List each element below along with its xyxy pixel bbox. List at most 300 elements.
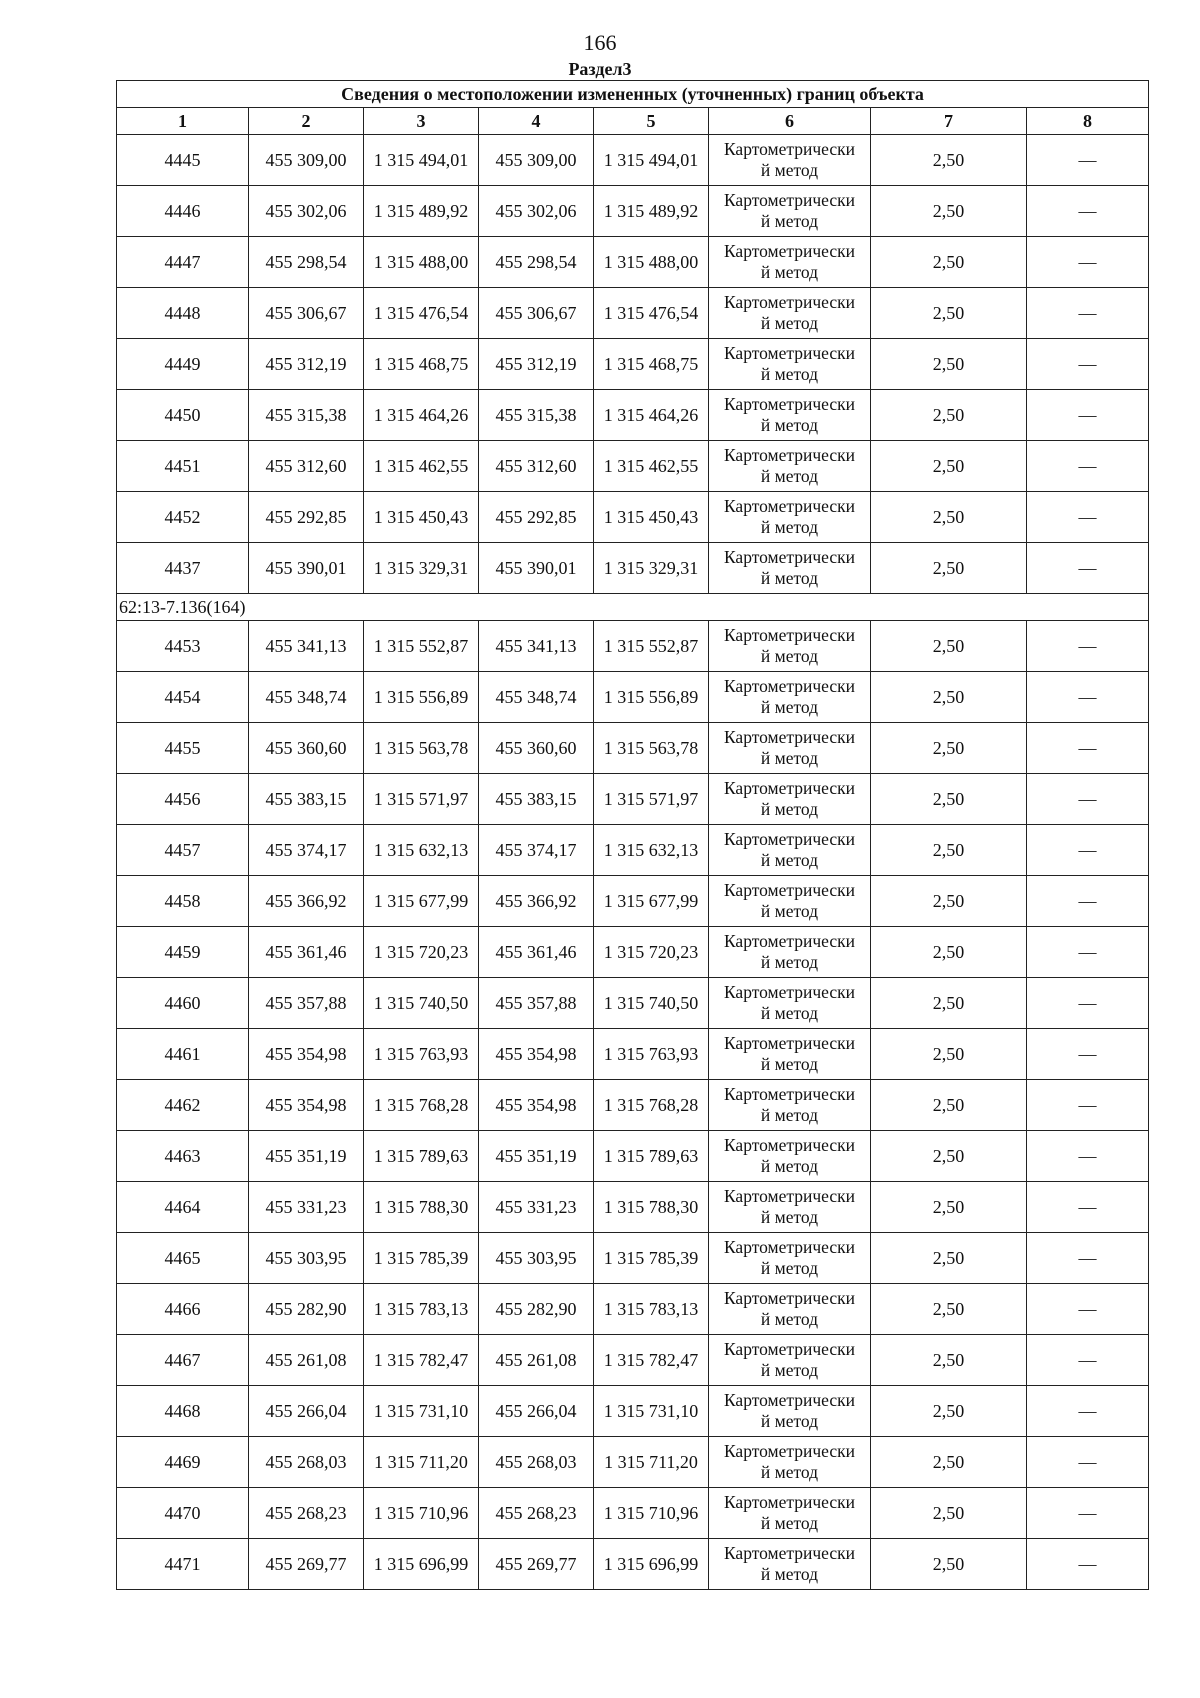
- y-existing-cell: 1 315 488,00: [364, 237, 479, 288]
- x-existing-cell: 455 302,06: [249, 186, 364, 237]
- method-text-line: й метод: [760, 415, 819, 435]
- point-number-cell: 4451: [117, 441, 249, 492]
- point-number-cell: 4458: [117, 876, 249, 927]
- point-number-cell: 4460: [117, 978, 249, 1029]
- point-number-cell: 4470: [117, 1488, 249, 1539]
- x-new-cell: 455 351,19: [479, 1131, 594, 1182]
- y-new-cell: 1 315 563,78: [594, 723, 709, 774]
- x-new-cell: 455 390,01: [479, 543, 594, 594]
- x-existing-cell: 455 354,98: [249, 1080, 364, 1131]
- description-cell: —: [1027, 876, 1149, 927]
- x-existing-cell: 455 306,67: [249, 288, 364, 339]
- x-existing-cell: 455 303,95: [249, 1233, 364, 1284]
- description-cell: —: [1027, 1437, 1149, 1488]
- table-row: [117, 723, 1149, 774]
- table-row: [117, 1335, 1149, 1386]
- column-number-2: 2: [249, 108, 364, 135]
- method-cell: [709, 543, 871, 594]
- y-existing-cell: 1 315 788,30: [364, 1182, 479, 1233]
- table-row: [117, 492, 1149, 543]
- y-existing-cell: 1 315 782,47: [364, 1335, 479, 1386]
- description-cell: —: [1027, 1233, 1149, 1284]
- x-existing-cell: 455 331,23: [249, 1182, 364, 1233]
- description-cell: —: [1027, 1080, 1149, 1131]
- method-cell: [709, 135, 871, 186]
- y-new-cell: 1 315 731,10: [594, 1386, 709, 1437]
- table-caption: Сведения о местоположении измененных (уточненных) границ объекта: [117, 81, 1149, 108]
- accuracy-cell: 2,50: [871, 927, 1027, 978]
- group-label: 62:13-7.136(164): [117, 594, 1149, 621]
- method-cell: [709, 621, 871, 672]
- accuracy-cell: 2,50: [871, 441, 1027, 492]
- point-number-cell: 4456: [117, 774, 249, 825]
- x-existing-cell: 455 266,04: [249, 1386, 364, 1437]
- point-number-cell: 4468: [117, 1386, 249, 1437]
- x-new-cell: 455 302,06: [479, 186, 594, 237]
- x-new-cell: 455 374,17: [479, 825, 594, 876]
- section-title: Раздел3: [568, 59, 632, 79]
- method-text-line: й метод: [760, 952, 819, 972]
- y-existing-cell: 1 315 763,93: [364, 1029, 479, 1080]
- x-new-cell: 455 341,13: [479, 621, 594, 672]
- method-text-line: Картометрически: [723, 829, 856, 849]
- table-row: [117, 237, 1149, 288]
- x-new-cell: 455 348,74: [479, 672, 594, 723]
- point-number-cell: 4463: [117, 1131, 249, 1182]
- method-text-line: й метод: [760, 160, 819, 180]
- column-number-row: [117, 108, 1149, 135]
- x-existing-cell: 455 261,08: [249, 1335, 364, 1386]
- y-new-cell: 1 315 710,96: [594, 1488, 709, 1539]
- description-cell: —: [1027, 1182, 1149, 1233]
- accuracy-cell: 2,50: [871, 825, 1027, 876]
- method-cell: [709, 723, 871, 774]
- method-text-line: Картометрически: [723, 139, 856, 159]
- y-new-cell: 1 315 677,99: [594, 876, 709, 927]
- x-new-cell: 455 261,08: [479, 1335, 594, 1386]
- column-number-1: 1: [117, 108, 249, 135]
- y-existing-cell: 1 315 710,96: [364, 1488, 479, 1539]
- accuracy-cell: 2,50: [871, 723, 1027, 774]
- x-existing-cell: 455 309,00: [249, 135, 364, 186]
- y-existing-cell: 1 315 329,31: [364, 543, 479, 594]
- y-existing-cell: 1 315 768,28: [364, 1080, 479, 1131]
- method-cell: [709, 1437, 871, 1488]
- y-existing-cell: 1 315 731,10: [364, 1386, 479, 1437]
- method-text-line: й метод: [760, 1411, 819, 1431]
- y-new-cell: 1 315 476,54: [594, 288, 709, 339]
- x-new-cell: 455 312,60: [479, 441, 594, 492]
- y-new-cell: 1 315 788,30: [594, 1182, 709, 1233]
- table-row: [117, 876, 1149, 927]
- method-cell: [709, 339, 871, 390]
- method-text-line: Картометрически: [723, 190, 856, 210]
- point-number-cell: 4466: [117, 1284, 249, 1335]
- column-number-7: 7: [871, 108, 1027, 135]
- table-row: [117, 339, 1149, 390]
- method-text-line: Картометрически: [723, 931, 856, 951]
- x-existing-cell: 455 268,03: [249, 1437, 364, 1488]
- point-number-cell: 4453: [117, 621, 249, 672]
- point-number-cell: 4457: [117, 825, 249, 876]
- method-text-line: Картометрически: [723, 676, 856, 696]
- description-cell: —: [1027, 339, 1149, 390]
- y-new-cell: 1 315 494,01: [594, 135, 709, 186]
- method-text-line: й метод: [760, 1462, 819, 1482]
- x-existing-cell: 455 390,01: [249, 543, 364, 594]
- x-existing-cell: 455 268,23: [249, 1488, 364, 1539]
- method-cell: [709, 1386, 871, 1437]
- y-new-cell: 1 315 462,55: [594, 441, 709, 492]
- x-new-cell: 455 360,60: [479, 723, 594, 774]
- point-number-cell: 4462: [117, 1080, 249, 1131]
- point-number-cell: 4449: [117, 339, 249, 390]
- coordinates-table: [116, 80, 1149, 1590]
- method-text-line: Картометрически: [723, 343, 856, 363]
- table-row: [117, 1182, 1149, 1233]
- table-row: [117, 774, 1149, 825]
- method-text-line: й метод: [760, 1054, 819, 1074]
- accuracy-cell: 2,50: [871, 672, 1027, 723]
- table-row: [117, 978, 1149, 1029]
- x-new-cell: 455 315,38: [479, 390, 594, 441]
- accuracy-cell: 2,50: [871, 1182, 1027, 1233]
- table-row: [117, 825, 1149, 876]
- column-number-6: 6: [709, 108, 871, 135]
- method-text-line: й метод: [760, 850, 819, 870]
- accuracy-cell: 2,50: [871, 1080, 1027, 1131]
- y-existing-cell: 1 315 783,13: [364, 1284, 479, 1335]
- accuracy-cell: 2,50: [871, 1029, 1027, 1080]
- table-row: [117, 672, 1149, 723]
- method-text-line: Картометрически: [723, 1441, 856, 1461]
- x-new-cell: 455 292,85: [479, 492, 594, 543]
- description-cell: —: [1027, 1386, 1149, 1437]
- method-cell: [709, 237, 871, 288]
- table-row: [117, 1080, 1149, 1131]
- method-cell: [709, 978, 871, 1029]
- accuracy-cell: 2,50: [871, 186, 1027, 237]
- accuracy-cell: 2,50: [871, 1233, 1027, 1284]
- method-cell: [709, 441, 871, 492]
- y-new-cell: 1 315 556,89: [594, 672, 709, 723]
- description-cell: —: [1027, 672, 1149, 723]
- method-text-line: Картометрически: [723, 778, 856, 798]
- method-text-line: й метод: [760, 517, 819, 537]
- point-number-cell: 4450: [117, 390, 249, 441]
- y-new-cell: 1 315 488,00: [594, 237, 709, 288]
- table-row: [117, 1488, 1149, 1539]
- description-cell: —: [1027, 237, 1149, 288]
- point-number-cell: 4465: [117, 1233, 249, 1284]
- x-existing-cell: 455 374,17: [249, 825, 364, 876]
- y-existing-cell: 1 315 494,01: [364, 135, 479, 186]
- method-text-line: Картометрически: [723, 1186, 856, 1206]
- method-cell: [709, 1539, 871, 1590]
- method-text-line: Картометрически: [723, 1543, 856, 1563]
- accuracy-cell: 2,50: [871, 1386, 1027, 1437]
- accuracy-cell: 2,50: [871, 237, 1027, 288]
- point-number-cell: 4461: [117, 1029, 249, 1080]
- accuracy-cell: 2,50: [871, 135, 1027, 186]
- table-row: [117, 1131, 1149, 1182]
- table-row: [117, 1284, 1149, 1335]
- method-cell: [709, 1488, 871, 1539]
- x-existing-cell: 455 312,19: [249, 339, 364, 390]
- description-cell: —: [1027, 621, 1149, 672]
- accuracy-cell: 2,50: [871, 543, 1027, 594]
- table-body: [117, 135, 1149, 1590]
- x-existing-cell: 455 341,13: [249, 621, 364, 672]
- x-existing-cell: 455 354,98: [249, 1029, 364, 1080]
- method-cell: [709, 876, 871, 927]
- table-row: [117, 1539, 1149, 1590]
- point-number-cell: 4464: [117, 1182, 249, 1233]
- table-row: [117, 927, 1149, 978]
- method-text-line: й метод: [760, 1513, 819, 1533]
- y-existing-cell: 1 315 677,99: [364, 876, 479, 927]
- method-text-line: й метод: [760, 901, 819, 921]
- method-cell: [709, 186, 871, 237]
- description-cell: —: [1027, 1539, 1149, 1590]
- accuracy-cell: 2,50: [871, 876, 1027, 927]
- y-new-cell: 1 315 763,93: [594, 1029, 709, 1080]
- point-number-cell: 4446: [117, 186, 249, 237]
- y-existing-cell: 1 315 476,54: [364, 288, 479, 339]
- description-cell: —: [1027, 1029, 1149, 1080]
- method-text-line: Картометрически: [723, 625, 856, 645]
- x-new-cell: 455 303,95: [479, 1233, 594, 1284]
- method-cell: [709, 1284, 871, 1335]
- method-cell: [709, 672, 871, 723]
- point-number-cell: 4467: [117, 1335, 249, 1386]
- column-number-3: 3: [364, 108, 479, 135]
- method-text-line: й метод: [760, 748, 819, 768]
- column-number-5: 5: [594, 108, 709, 135]
- point-number-cell: 4455: [117, 723, 249, 774]
- y-new-cell: 1 315 768,28: [594, 1080, 709, 1131]
- y-new-cell: 1 315 711,20: [594, 1437, 709, 1488]
- y-existing-cell: 1 315 711,20: [364, 1437, 479, 1488]
- y-new-cell: 1 315 782,47: [594, 1335, 709, 1386]
- y-new-cell: 1 315 696,99: [594, 1539, 709, 1590]
- x-new-cell: 455 331,23: [479, 1182, 594, 1233]
- method-text-line: й метод: [760, 1003, 819, 1023]
- accuracy-cell: 2,50: [871, 774, 1027, 825]
- table-caption-row: [117, 81, 1149, 108]
- description-cell: —: [1027, 186, 1149, 237]
- x-existing-cell: 455 383,15: [249, 774, 364, 825]
- x-existing-cell: 455 357,88: [249, 978, 364, 1029]
- y-new-cell: 1 315 571,97: [594, 774, 709, 825]
- y-new-cell: 1 315 740,50: [594, 978, 709, 1029]
- description-cell: —: [1027, 774, 1149, 825]
- method-text-line: Картометрически: [723, 292, 856, 312]
- method-text-line: й метод: [760, 799, 819, 819]
- description-cell: —: [1027, 1131, 1149, 1182]
- method-text-line: й метод: [760, 697, 819, 717]
- y-existing-cell: 1 315 489,92: [364, 186, 479, 237]
- method-cell: [709, 1335, 871, 1386]
- y-existing-cell: 1 315 789,63: [364, 1131, 479, 1182]
- method-cell: [709, 1131, 871, 1182]
- method-text-line: Картометрически: [723, 1135, 856, 1155]
- description-cell: —: [1027, 288, 1149, 339]
- method-text-line: й метод: [760, 211, 819, 231]
- y-existing-cell: 1 315 464,26: [364, 390, 479, 441]
- y-existing-cell: 1 315 462,55: [364, 441, 479, 492]
- method-text-line: й метод: [760, 313, 819, 333]
- table-row: [117, 1233, 1149, 1284]
- method-text-line: Картометрически: [723, 1033, 856, 1053]
- table-row: [117, 390, 1149, 441]
- method-text-line: й метод: [760, 466, 819, 486]
- accuracy-cell: 2,50: [871, 1488, 1027, 1539]
- method-text-line: Картометрически: [723, 241, 856, 261]
- point-number-cell: 4469: [117, 1437, 249, 1488]
- method-text-line: й метод: [760, 568, 819, 588]
- accuracy-cell: 2,50: [871, 288, 1027, 339]
- method-text-line: Картометрически: [723, 880, 856, 900]
- method-text-line: Картометрически: [723, 445, 856, 465]
- x-new-cell: 455 312,19: [479, 339, 594, 390]
- method-cell: [709, 492, 871, 543]
- x-existing-cell: 455 315,38: [249, 390, 364, 441]
- point-number-cell: 4447: [117, 237, 249, 288]
- x-new-cell: 455 361,46: [479, 927, 594, 978]
- x-new-cell: 455 268,03: [479, 1437, 594, 1488]
- method-text-line: Картометрически: [723, 1492, 856, 1512]
- table-row: [117, 1437, 1149, 1488]
- method-text-line: й метод: [760, 1309, 819, 1329]
- x-new-cell: 455 309,00: [479, 135, 594, 186]
- point-number-cell: 4437: [117, 543, 249, 594]
- x-existing-cell: 455 292,85: [249, 492, 364, 543]
- table-row: [117, 441, 1149, 492]
- accuracy-cell: 2,50: [871, 339, 1027, 390]
- description-cell: —: [1027, 1284, 1149, 1335]
- accuracy-cell: 2,50: [871, 1437, 1027, 1488]
- table-row: [117, 186, 1149, 237]
- method-text-line: Картометрически: [723, 496, 856, 516]
- description-cell: —: [1027, 390, 1149, 441]
- point-number-cell: 4448: [117, 288, 249, 339]
- method-text-line: Картометрически: [723, 1288, 856, 1308]
- method-cell: [709, 390, 871, 441]
- y-existing-cell: 1 315 552,87: [364, 621, 479, 672]
- y-new-cell: 1 315 552,87: [594, 621, 709, 672]
- method-text-line: й метод: [760, 1207, 819, 1227]
- accuracy-cell: 2,50: [871, 1539, 1027, 1590]
- x-new-cell: 455 268,23: [479, 1488, 594, 1539]
- method-cell: [709, 825, 871, 876]
- method-text-line: й метод: [760, 1105, 819, 1125]
- method-cell: [709, 1182, 871, 1233]
- y-new-cell: 1 315 464,26: [594, 390, 709, 441]
- point-number-cell: 4452: [117, 492, 249, 543]
- method-text-line: й метод: [760, 364, 819, 384]
- method-text-line: Картометрически: [723, 727, 856, 747]
- x-new-cell: 455 266,04: [479, 1386, 594, 1437]
- x-existing-cell: 455 348,74: [249, 672, 364, 723]
- method-cell: [709, 774, 871, 825]
- y-new-cell: 1 315 468,75: [594, 339, 709, 390]
- method-text-line: Картометрически: [723, 1390, 856, 1410]
- accuracy-cell: 2,50: [871, 390, 1027, 441]
- accuracy-cell: 2,50: [871, 492, 1027, 543]
- table-row: [117, 621, 1149, 672]
- x-existing-cell: 455 269,77: [249, 1539, 364, 1590]
- x-existing-cell: 455 360,60: [249, 723, 364, 774]
- method-text-line: й метод: [760, 262, 819, 282]
- x-existing-cell: 455 351,19: [249, 1131, 364, 1182]
- y-existing-cell: 1 315 450,43: [364, 492, 479, 543]
- column-number-8: 8: [1027, 108, 1149, 135]
- x-new-cell: 455 354,98: [479, 1029, 594, 1080]
- group-header-row: [117, 594, 1149, 621]
- accuracy-cell: 2,50: [871, 978, 1027, 1029]
- x-existing-cell: 455 312,60: [249, 441, 364, 492]
- y-existing-cell: 1 315 632,13: [364, 825, 479, 876]
- method-text-line: Картометрически: [723, 1237, 856, 1257]
- y-existing-cell: 1 315 563,78: [364, 723, 479, 774]
- point-number-cell: 4459: [117, 927, 249, 978]
- y-existing-cell: 1 315 571,97: [364, 774, 479, 825]
- description-cell: —: [1027, 135, 1149, 186]
- accuracy-cell: 2,50: [871, 1335, 1027, 1386]
- method-cell: [709, 1029, 871, 1080]
- method-text-line: Картометрически: [723, 1339, 856, 1359]
- accuracy-cell: 2,50: [871, 1284, 1027, 1335]
- method-text-line: Картометрически: [723, 547, 856, 567]
- point-number-cell: 4471: [117, 1539, 249, 1590]
- method-cell: [709, 288, 871, 339]
- y-new-cell: 1 315 489,92: [594, 186, 709, 237]
- x-existing-cell: 455 282,90: [249, 1284, 364, 1335]
- method-text-line: й метод: [760, 1360, 819, 1380]
- y-new-cell: 1 315 450,43: [594, 492, 709, 543]
- y-existing-cell: 1 315 696,99: [364, 1539, 479, 1590]
- method-cell: [709, 927, 871, 978]
- method-text-line: й метод: [760, 1156, 819, 1176]
- method-cell: [709, 1080, 871, 1131]
- x-new-cell: 455 354,98: [479, 1080, 594, 1131]
- column-number-4: 4: [479, 108, 594, 135]
- description-cell: —: [1027, 492, 1149, 543]
- table-row: [117, 135, 1149, 186]
- x-new-cell: 455 298,54: [479, 237, 594, 288]
- x-existing-cell: 455 366,92: [249, 876, 364, 927]
- description-cell: —: [1027, 543, 1149, 594]
- description-cell: —: [1027, 723, 1149, 774]
- description-cell: —: [1027, 1335, 1149, 1386]
- x-new-cell: 455 366,92: [479, 876, 594, 927]
- x-new-cell: 455 357,88: [479, 978, 594, 1029]
- x-new-cell: 455 269,77: [479, 1539, 594, 1590]
- x-existing-cell: 455 361,46: [249, 927, 364, 978]
- table-row: [117, 1029, 1149, 1080]
- description-cell: —: [1027, 441, 1149, 492]
- method-text-line: Картометрически: [723, 1084, 856, 1104]
- y-existing-cell: 1 315 720,23: [364, 927, 479, 978]
- page-number: 166: [583, 30, 617, 55]
- table-row: [117, 1386, 1149, 1437]
- x-new-cell: 455 383,15: [479, 774, 594, 825]
- method-text-line: й метод: [760, 646, 819, 666]
- y-new-cell: 1 315 632,13: [594, 825, 709, 876]
- table-row: [117, 543, 1149, 594]
- table-row: [117, 288, 1149, 339]
